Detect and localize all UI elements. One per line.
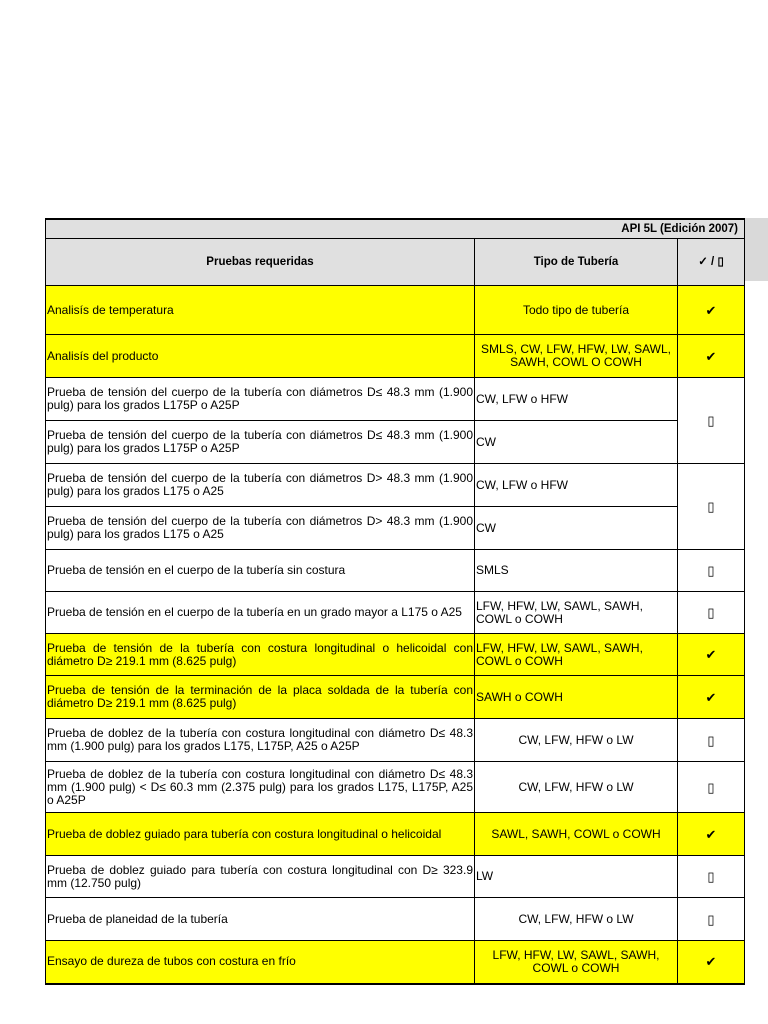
table-row <box>46 550 745 592</box>
table-caption: API 5L (Edición 2007) <box>46 219 745 239</box>
pending-mark: ▯ <box>678 592 745 634</box>
table-row <box>46 813 745 856</box>
side-tab <box>743 218 768 281</box>
test-cell: Prueba de tensión del cuerpo de la tubería con diámetros D> 48.3 mm (1.900 pulg) para los grados L175 o A25 <box>46 507 475 550</box>
pending-mark: ▯ <box>678 856 745 898</box>
pending-mark: ▯ <box>678 378 745 464</box>
pipe-cell: CW <box>475 507 678 550</box>
table-row <box>46 378 745 421</box>
header-tipo-tuberia: Tipo de Tubería <box>475 239 678 286</box>
test-cell: Prueba de tensión del cuerpo de la tubería con diámetros D≤ 48.3 mm (1.900 pulg) para los grados L175P o A25P <box>46 421 475 464</box>
test-cell: Analisís de temperatura <box>46 286 475 335</box>
pipe-cell: CW, LFW o HFW <box>475 464 678 507</box>
table-row <box>46 507 745 550</box>
test-cell: Prueba de tensión del cuerpo de la tubería con diámetros D≤ 48.3 mm (1.900 pulg) para los grados L175P o A25P <box>46 378 475 421</box>
pipe-cell: LW <box>475 856 678 898</box>
pipe-cell: SMLS, CW, LFW, HFW, LW, SAWL, SAWH, COWL O COWH <box>475 335 678 378</box>
test-cell: Prueba de doblez de la tubería con costura longitudinal con diámetro D≤ 48.3 mm (1.900 pulg) < D≤ 60.3 mm (2.375 pulg) para los grados L175, L175P, A25 o A25P <box>46 762 475 813</box>
table-header-row <box>46 239 745 286</box>
table-row <box>46 464 745 507</box>
table-row <box>46 856 745 898</box>
pipe-cell: SAWH o COWH <box>475 676 678 719</box>
pipe-cell: LFW, HFW, LW, SAWL, SAWH, COWL o COWH <box>475 941 678 984</box>
table-row <box>46 898 745 941</box>
table-caption-row <box>46 219 745 239</box>
check-mark: ✔ <box>678 676 745 719</box>
table-row <box>46 719 745 762</box>
table-row <box>46 762 745 813</box>
pending-mark: ▯ <box>678 719 745 762</box>
pipe-cell: CW, LFW, HFW o LW <box>475 762 678 813</box>
test-cell: Prueba de doblez de la tubería con costura longitudinal con diámetro D≤ 48.3 mm (1.900 pulg) para los grados L175, L175P, A25 o A25P <box>46 719 475 762</box>
pipe-cell: CW, LFW, HFW o LW <box>475 719 678 762</box>
check-mark: ✔ <box>678 813 745 856</box>
test-cell: Prueba de doblez guiado para tubería con costura longitudinal o helicoidal <box>46 813 475 856</box>
table-row <box>46 592 745 634</box>
table-row <box>46 634 745 676</box>
table-row <box>46 286 745 335</box>
check-mark: ✔ <box>678 941 745 984</box>
test-cell: Analisís del producto <box>46 335 475 378</box>
test-cell: Prueba de tensión de la terminación de la placa soldada de la tubería con diámetro D≥ 219.1 mm (8.625 pulg) <box>46 676 475 719</box>
test-cell: Prueba de tensión en el cuerpo de la tubería sin costura <box>46 550 475 592</box>
header-check: ✓ / ▯ <box>678 239 745 286</box>
pipe-cell: LFW, HFW, LW, SAWL, SAWH, COWL o COWH <box>475 634 678 676</box>
table-row <box>46 676 745 719</box>
test-cell: Prueba de doblez guiado para tubería con costura longitudinal con D≥ 323.9 mm (12.750 pulg) <box>46 856 475 898</box>
test-cell: Prueba de tensión de la tubería con costura longitudinal o helicoidal con diámetro D≥ 219.1 mm (8.625 pulg) <box>46 634 475 676</box>
test-cell: Prueba de tensión en el cuerpo de la tubería en un grado mayor a L175 o A25 <box>46 592 475 634</box>
pipe-cell: Todo tipo de tubería <box>475 286 678 335</box>
table-row <box>46 335 745 378</box>
header-pruebas: Pruebas requeridas <box>46 239 475 286</box>
check-mark: ✔ <box>678 286 745 335</box>
pending-mark: ▯ <box>678 762 745 813</box>
api-5l-test-table <box>45 218 745 985</box>
check-mark: ✔ <box>678 634 745 676</box>
pending-mark: ▯ <box>678 898 745 941</box>
table-row <box>46 941 745 984</box>
pending-mark: ▯ <box>678 550 745 592</box>
pipe-cell: CW, LFW, HFW o LW <box>475 898 678 941</box>
pipe-cell: CW <box>475 421 678 464</box>
pending-mark: ▯ <box>678 464 745 550</box>
pipe-cell: CW, LFW o HFW <box>475 378 678 421</box>
check-mark: ✔ <box>678 335 745 378</box>
pipe-cell: LFW, HFW, LW, SAWL, SAWH, COWL o COWH <box>475 592 678 634</box>
pipe-cell: SMLS <box>475 550 678 592</box>
test-cell: Prueba de tensión del cuerpo de la tubería con diámetros D> 48.3 mm (1.900 pulg) para los grados L175 o A25 <box>46 464 475 507</box>
test-cell: Ensayo de dureza de tubos con costura en frío <box>46 941 475 984</box>
test-cell: Prueba de planeidad de la tubería <box>46 898 475 941</box>
table-row <box>46 421 745 464</box>
pipe-cell: SAWL, SAWH, COWL o COWH <box>475 813 678 856</box>
